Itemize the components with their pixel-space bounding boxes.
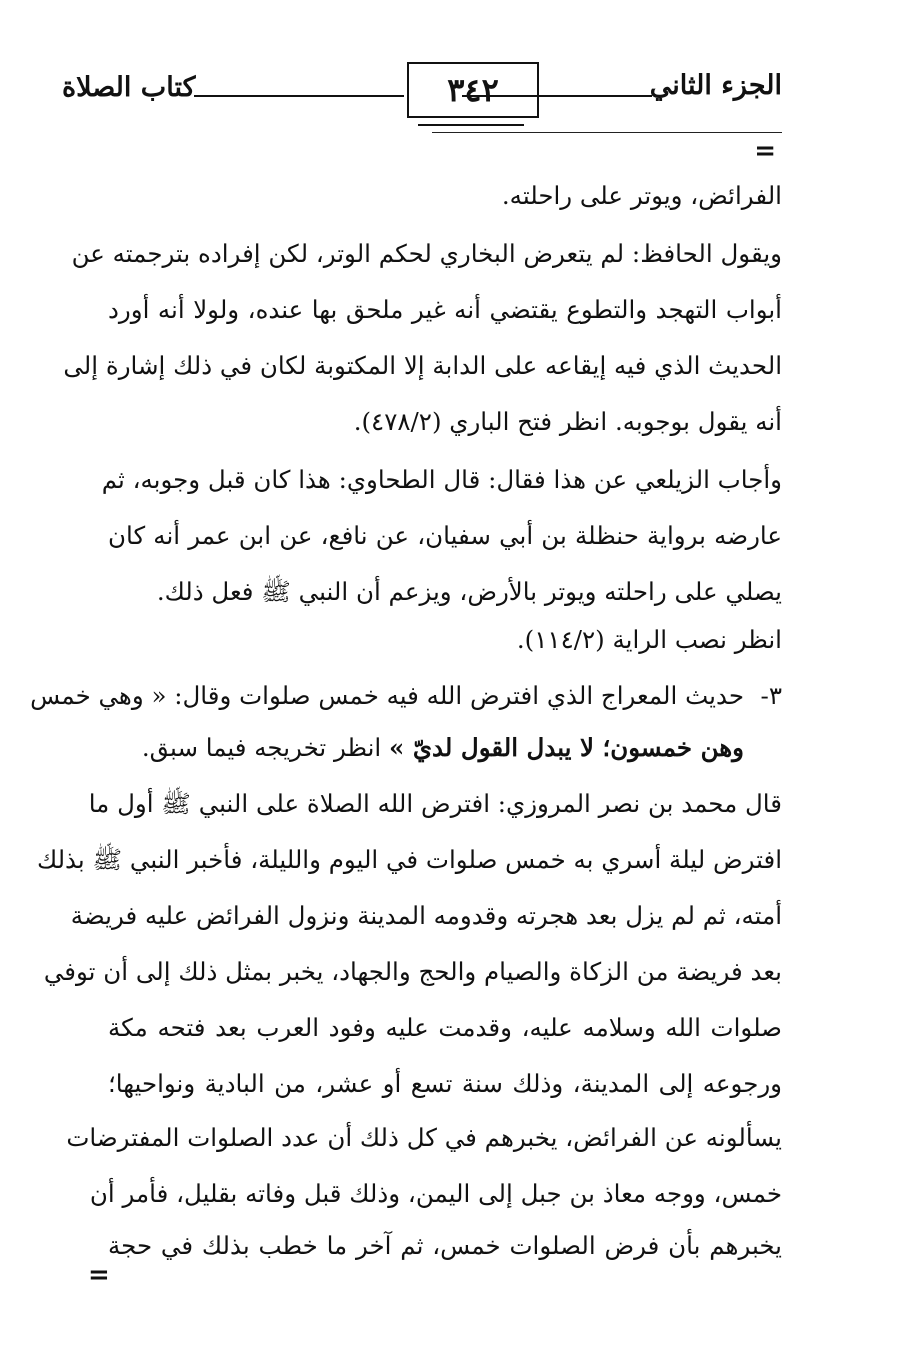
- header-book-title: كتاب الصلاة: [62, 72, 196, 103]
- text-line: ورجوعه إلى المدينة، وذلك سنة تسع أو عشر، من البادية ونواحيها؛: [108, 1069, 782, 1098]
- text-line: حديث المعراج الذي افترض الله فيه خمس صلوات وقال: « وهي خمس: [30, 681, 744, 710]
- page-number-underline: [418, 124, 524, 126]
- header-separator: [432, 132, 782, 133]
- page-number: ٣٤٢: [447, 71, 499, 109]
- page-number-box: [407, 62, 539, 118]
- text-line: ويقول الحافظ: لم يتعرض البخاري لحكم الوتر، لكن إفراده بترجمته عن: [71, 239, 782, 268]
- text-line: الفرائض، ويوتر على راحلته.: [501, 181, 782, 210]
- text-line: افترض ليلة أسري به خمس صلوات في اليوم والليلة، فأخبر النبي ﷺ بذلك: [36, 845, 782, 874]
- continuation-mark-top: =: [754, 136, 776, 166]
- text-line: يسألونه عن الفرائض، يخبرهم في كل ذلك أن عدد الصلوات المفترضات: [66, 1123, 782, 1152]
- header-rule-left: [194, 95, 404, 97]
- text-line: [108, 733, 744, 762]
- text-line: بعد فريضة من الزكاة والصيام والحج والجهاد، يخبر بمثل ذلك إلى أن توفي: [43, 957, 782, 986]
- list-item-number: ٣-: [760, 681, 782, 710]
- text-line: أبواب التهجد والتطوع يقتضي أنه غير ملحق بها عنده، ولولا أنه أورد: [108, 295, 782, 324]
- citation-text: انظر تخريجه فيما سبق.: [141, 733, 390, 762]
- text-line: يصلي على راحلته ويوتر بالأرض، ويزعم أن النبي ﷺ فعل ذلك.: [156, 577, 782, 606]
- text-line: عارضه برواية حنظلة بن أبي سفيان، عن نافع، عن ابن عمر أنه كان: [108, 521, 782, 550]
- text-line: يخبرهم بأن فرض الصلوات خمس، ثم آخر ما خطب بذلك في حجة: [108, 1231, 782, 1260]
- text-line: صلوات الله وسلامه عليه، وقدمت عليه وفود العرب بعد فتحه مكة: [108, 1013, 782, 1042]
- text-line: قال محمد بن نصر المروزي: افترض الله الصلاة على النبي ﷺ أول ما: [88, 789, 782, 818]
- text-line: انظر نصب الراية (١١٤/٢).: [516, 625, 782, 654]
- text-line: أمته، ثم لم يزل بعد هجرته وقدومه المدينة ونزول الفرائض عليه فريضة: [70, 901, 782, 930]
- quoted-hadith: وهن خمسون؛ لا يبدل القول لديّ »: [389, 733, 744, 762]
- header-part-title: الجزء الثاني: [649, 70, 782, 101]
- text-line: وأجاب الزيلعي عن هذا فقال: قال الطحاوي: هذا كان قبل وجوبه، ثم: [101, 465, 782, 494]
- text-line: خمس، ووجه معاذ بن جبل إلى اليمن، وذلك قبل وفاته بقليل، فأمر أن: [89, 1179, 782, 1208]
- text-line: أنه يقول بوجوبه. انظر فتح الباري (٤٧٨/٢).: [353, 407, 782, 436]
- text-line: الحديث الذي فيه إيقاعه على الدابة إلا المكتوبة لكان في ذلك إشارة إلى: [63, 351, 782, 380]
- running-header: [62, 62, 782, 122]
- continuation-mark-bottom: =: [88, 1260, 110, 1290]
